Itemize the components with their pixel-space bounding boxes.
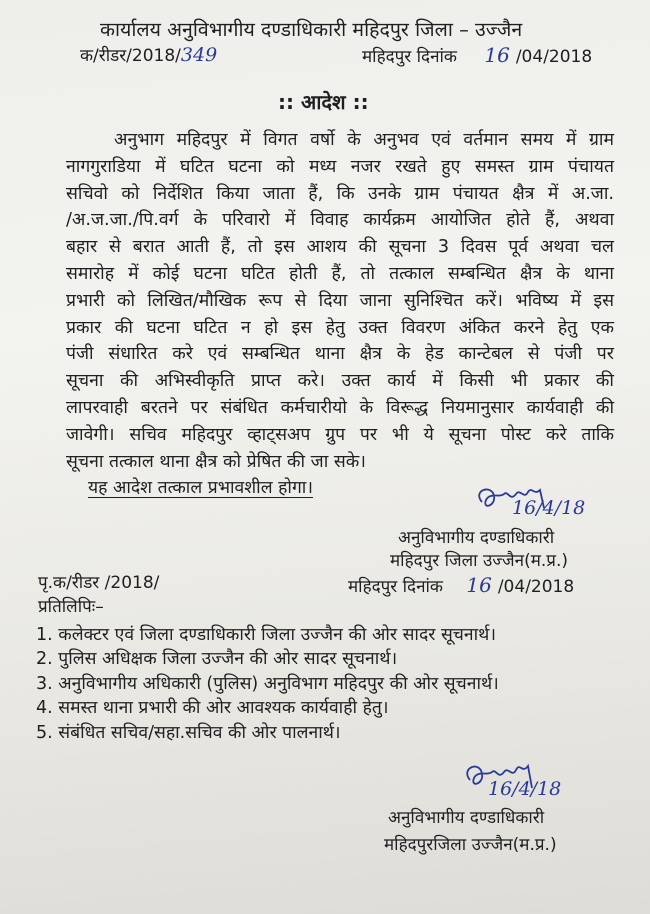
body-line: /अ.ज.जा./पि.वर्ग के परिवारो में विवाह कार्यक्रम आयोजित होते हैं, अथवा [66,210,614,231]
header-date-rest: /04/2018 [515,47,593,67]
body-line: समारोह में कोई घटना घटित होती हैं, तो तत्काल सम्बन्धित क्षैत्र के थाना [66,263,614,284]
signature-designation-1: अनुविभागीय दण्डाधिकारी [398,528,555,548]
body-line: अनुभाग महिदपुर में विगत वर्षो के अनुभव एवं वर्तमान समय में ग्राम [114,130,614,150]
reference-line [80,43,217,66]
order-body [66,127,614,475]
endorsement-date [348,573,574,597]
header-date [362,43,592,67]
effective-statement: यह आदेश तत्काल प्रभावशील होगा। [88,478,313,498]
endorsement-date-label: महिदपुर दिनांक [348,577,443,597]
body-line: पंजी संधारित करे एवं सम्बन्धित थाना क्षैत्र के हेड कान्टेबल से पंजी पर [66,344,614,365]
body-line: सूचना तत्काल थाना क्षैत्र को प्रेषित की जा सके। [66,451,366,472]
signature-location-1: महिदपुर जिला उज्जैन(म.प्र.) [390,551,568,571]
signature-date-1: 16/4/18 [512,497,586,519]
body-line: नागगुराडिया में घटित घटना को मध्य नजर रखते हुए समस्त ग्राम पंचायत [66,156,614,177]
body-line: सचिवो को निर्देशित किया जाता हैं, कि उनके ग्राम पंचायत क्षैत्र में अ.जा. [66,183,614,204]
header-date-label: महिदपुर दिनांक [362,47,457,67]
reference-number: 349 [180,44,218,66]
copy-list-item: 3. अनुविभागीय अधिकारी (पुलिस) अनुविभाग महिदपुर की ओर सूचनार्थ। [36,674,499,694]
header-date-day: 16 [484,43,510,67]
body-line: जावेगी। सचिव महिदपुर व्हाट्सअप ग्रुप पर भी ये सूचना पोस्ट करे ताकि [66,424,614,445]
signature-location-2: महिदपुरजिला उज्जैन(म.प्र.) [384,835,557,855]
endorsement-date-day: 16 [466,573,492,597]
endorsement-reference: पृ.क/रीडर /2018/ [38,573,160,593]
office-title: कार्यालय अनुविभागीय दण्डाधिकारी महिदपुर जिला – उज्जैन [100,18,523,41]
endorsement-date-rest: /04/2018 [497,577,575,597]
body-line: सूचना की अभिस्वीकृति प्राप्त करे। उक्त कार्य में किसी भी प्रकार की [66,371,614,392]
body-line: प्रकार की घटना घटित न हो इस हेतु उक्त विवरण अंकित करने हेतु एक [66,317,614,338]
body-line: प्रभारी को लिखित/मौखिक रूप से दिया जाना सुनिश्चित करें। भविष्य में इस [66,290,614,311]
body-line: बहार से बरात आती हैं, तो इस आशय की सूचना 3 दिवस पूर्व अथवा चल [66,237,614,258]
reference-prefix: क/रीडर/2018/ [80,46,181,66]
copy-label: प्रतिलिपिः– [38,597,104,617]
copy-list-item: 5. संबंधित सचिव/सहा.सचिव की ओर पालनार्थ। [36,723,341,743]
body-line: लापरवाही बरतने पर संबंधित कर्मचारीयो के विरूद्ध नियमानुसार कार्यवाही की [66,397,614,418]
copy-list-item: 1. कलेक्टर एवं जिला दण्डाधिकारी जिला उज्जैन की ओर सादर सूचनार्थ। [36,625,496,645]
copy-list-item: 2. पुलिस अधिक्षक जिला उज्जैन की ओर सादर सूचनार्थ। [36,649,398,669]
signature-designation-2: अनुविभागीय दण्डाधिकारी [388,808,545,828]
order-title: :: आदेश :: [278,90,369,114]
signature-date-2: 16/4/18 [488,778,562,800]
copy-list-item: 4. समस्त थाना प्रभारी की ओर आवश्यक कार्यवाही हेतु। [36,698,389,718]
